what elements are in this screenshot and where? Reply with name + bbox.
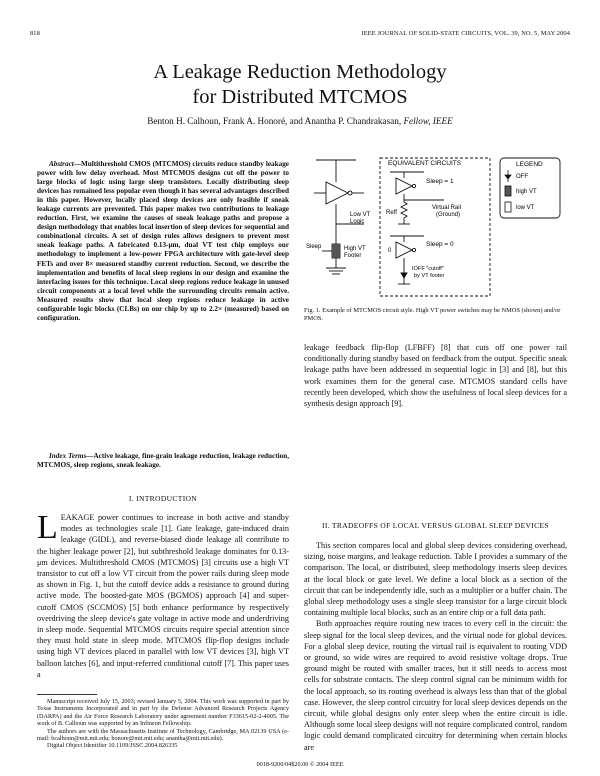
high-vt-footer-shape [332, 244, 340, 258]
title-line-2: for Distributed MTCMOS [192, 86, 408, 108]
section-2-paragraph-1: This section compares local and global sleep devices considering overhead, sizing, noise margins, and leakage reduction. Table I provides a summary of the comparison. The local, or distributed, sleep methodology inserts sleep devices at the local block or gate level. We define a local block as a section of the circuit that can be independently idle, such as a multiplier or a buffer chain. The global sleep methodology uses a single sleep transistor for a large circuit block containing multiple local blocks, such as an entire chip or a full data path. [304, 541, 567, 618]
equivalent-circuits-title: EQUIVALENT CIRCUITS [388, 160, 462, 167]
page-number: 818 [30, 30, 40, 37]
footnote [37, 698, 289, 750]
low-vt-label-2: Logic [350, 219, 365, 225]
introduction-body [37, 509, 289, 680]
cutoff-label-2: by VT footer [414, 273, 445, 279]
section-2-paragraph-2: Both approaches require routing new traces to every cell in the circuit: the sleep signal for the local sleep devices, and the virtual node for global devices. For a global sleep device, routing the virtual rail is equivalent to routing VDD or ground, so wide wires are required to avoid resistive voltage drops. True ground might be routed with smaller traces, but it still needs to access most cells for substrate contacts. The sleep control signal can be minimum width for the local approach, so its routing overhead is always less than that of the global case. However, the sleep control circuitry for local sleep devices depends on the circuit, while global designs only enter sleep when the entire circuit is idle. Although some local sleep designs will not require complicated control, random logic could demand complicated circuitry for determining when certain blocks are [304, 619, 567, 752]
figure-1-caption: Fig. 1. Example of MTCMOS circuit style. High VT power switches may be NMOS (shown) and/or PMOS. [304, 307, 561, 323]
virtual-rail-label-2: (Ground) [436, 212, 461, 218]
legend-off-label: OFF [516, 174, 528, 180]
legend-high-vt-label: high VT [516, 189, 537, 195]
abstract [37, 160, 289, 323]
title-line-1: A Leakage Reduction Methodology [153, 61, 447, 83]
footnote-affiliation: The authors are with the Massachusetts Institute of Technology, Cambridge, MA 02139 USA (e-mail: bcalhoun@mit.mit.edu; honore@mit.mit.edu; anantha@mit.mit.edu). [37, 727, 289, 743]
zero-input-label: 0 [388, 248, 392, 254]
index-terms [37, 452, 289, 470]
author-names: Benton H. Calhoun, Frank A. Honoré, and Anantha P. Chandrakasan, [147, 116, 402, 126]
section-heading-tradeoffs: II. TRADEOFFS OF LOCAL VERSUS GLOBAL SLEEP DEVICES [322, 521, 549, 530]
sleep-label: Sleep [306, 244, 322, 250]
virtual-rail-label-1: Virtual Rail [432, 205, 461, 211]
figure-1-mtcmos-circuit [304, 152, 567, 302]
cutoff-label-1: IOFF "cutoff" [412, 266, 444, 272]
section-2-body [304, 540, 567, 753]
legend-low-vt-label: low VT [516, 205, 535, 211]
footnote-manuscript: Manuscript received July 15, 2003; revised January 5, 2004. This work was supported in part by Texas Instruments Incorporated and in part by the Defense Advanced Research Projects Agency (DARPA) and the Air Force Research Laboratory under agreement number F33615-02-2-4005. The work of B. Calhoun was supported by an Infineon Fellowship. [37, 698, 289, 728]
author-list [30, 116, 570, 126]
footnote-rule [37, 694, 97, 695]
journal-name: IEEE JOURNAL OF SOLID-STATE CIRCUITS, VOL. 39, NO. 5, MAY 2004 [361, 30, 570, 37]
abstract-text: Multithreshold CMOS (MTCMOS) circuits reduce standby leakage power with low delay overhead. Most MTCMOS designs cut off the power to large blocks of logic using large sleep transistors. Locally distributing sleep devices has remained less popular even though it has several advantages described in this paper. However, locally placed sleep devices are only feasible if sneak leakage currents are prevented. This paper makes two contributions to leakage reduction. First, we examine the causes of sneak leakage paths and propose a design methodology that enables local insertion of sleep devices for sequential and combinational circuits. A set of design rules allows designers to prevent most sneak leakage paths. A fabricated 0.13-μm, dual VT test chip employs our methodology to implement a low-power FPGA architecture with gate-level sleep FETs and over 8× measured standby current reduction. Second, we describe the implementation and benefits of local sleep regions in our design and examine the interfacing issues for this technique. Local sleep regions reduce leakage in unused circuit components at a local level while the surrounding circuits remain active. Measured results show that local sleep regions reduce leakage in active configurable logic blocks (CLBs) on our chip by up to 2.2× (measured) based on configuration. [37, 160, 289, 322]
high-vt-label-2: Footer [344, 253, 362, 259]
sleep-equals-1: Sleep = 1 [426, 178, 454, 185]
index-terms-label: Index Terms— [49, 452, 94, 460]
drop-cap: L [37, 509, 58, 546]
legend-title: LEGEND [516, 161, 543, 168]
introduction-text: EAKAGE power continues to increase in both active and standby modes as technologies scale [1]. Gate leakage, gate-induced drain leakage (GIDL), and reverse-biased diode leakage all contribute to the higher leakage power [2], but subthreshold leakage dominates for 0.13-μm devices. Multithreshold CMOS (MTCMOS) [3] circuits use a high VT transistor to cut off a low VT circuit from the power rails during sleep mode as shown in Fig. 1, but the cutoff device adds a resistance to ground during active mode. The boosted-gate MOS (BGMOS) approach [4] and super-cutoff CMOS (SCCMOS) [5] both enhance performance by respectively overdriving the sleep device's gate voltage in active mode and underdriving in sleep mode. Sequential MTCMOS circuits require special attention since they must hold state in sleep mode. MTCMOS flip-flop designs include using high VT devices placed in parallel with low VT devices [3], high VT balloon latches [6], and input-referred conditional cutoff [7]. This paper uses a [37, 513, 289, 679]
high-vt-label-1: High VT [344, 246, 366, 252]
running-header [30, 30, 570, 42]
copyright-footer: 0018-9200/04$20.00 © 2004 IEEE [256, 761, 344, 768]
right-column-continuation: leakage feedback flip-flop (LFBFF) [8] that cuts off one power rail conditionally during standby based on feedback from the output. Specific sneak leakage paths have been addressed in sequential logic in [3] and [8], but this work examines them for the general case. MTCMOS standard cells have recently been developed, which show the usefulness of local sleep devices for a synthesis design approach [9]. [304, 343, 567, 409]
author-fellow: Fellow, IEEE [403, 116, 453, 126]
index-terms-text: Active leakage, fine-grain leakage reduction, leakage reduction, MTCMOS, sleep regions, sneak leakage. [37, 452, 290, 470]
section-heading-introduction: I. INTRODUCTION [128, 494, 198, 503]
paper-title [30, 60, 570, 110]
footnote-doi: Digital Object Identifier 10.1109/JSSC.2004.826335 [47, 742, 178, 750]
sleep-equals-0: Sleep = 0 [426, 241, 454, 248]
r-eff-label: Reff [386, 210, 397, 216]
low-vt-label-1: Low VT [350, 212, 371, 218]
abstract-label: Abstract— [49, 160, 81, 168]
